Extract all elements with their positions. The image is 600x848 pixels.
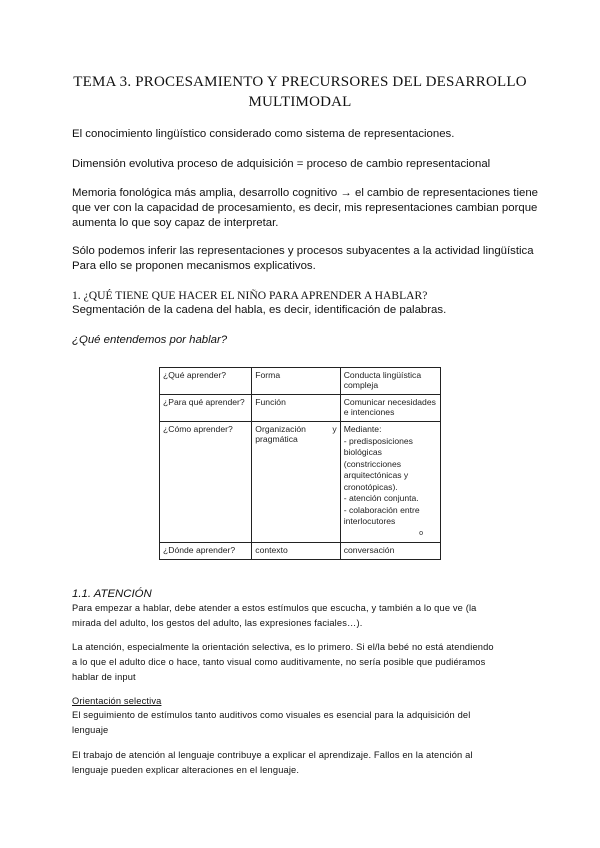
paragraph-3 xyxy=(72,186,542,231)
table-row xyxy=(160,395,441,422)
table-row xyxy=(160,543,441,560)
cell-line: - colaboración entre xyxy=(343,504,420,515)
section-1-heading: 1. ¿QUÉ TIENE QUE HACER EL NIÑO PARA APRENDER A HABLAR? xyxy=(72,289,428,302)
section-1-text: Segmentación de la cadena del habla, es decir, identificación de palabras. xyxy=(72,304,447,316)
title-line-1: TEMA 3. PROCESAMIENTO Y PRECURSORES DEL DESARROLLO xyxy=(73,74,527,90)
paragraph-2: Dimensión evolutiva proceso de adquisición = proceso de cambio representacional xyxy=(72,158,491,170)
cell-line: Mediante: xyxy=(343,424,382,434)
table-cell: Comunicar necesidades e intenciones xyxy=(340,395,440,422)
orientacion-heading: Orientación selectiva xyxy=(72,696,162,706)
paragraph-3-line-2: que ver con la capacidad de procesamiento, es decir, mis representaciones cambian porque xyxy=(72,202,538,214)
cell-line: biológicas xyxy=(343,447,382,457)
table-row xyxy=(160,368,441,395)
table-row xyxy=(160,422,441,543)
text-line: a lo que el adulto dice o hace, tanto visual como auditivamente, no sería posible que pudiéramos xyxy=(72,657,486,667)
text-line: El trabajo de atención al lenguaje contribuye a explicar el aprendizaje. Fallos en la atención al xyxy=(72,750,473,760)
cell-line: o xyxy=(419,529,423,537)
cell-line: arquitectónicas y xyxy=(343,470,409,480)
section-1-1-paragraph-3 xyxy=(72,708,542,738)
cell-line: - atención conjunta. xyxy=(343,493,419,503)
table-cell: ¿Qué aprender? xyxy=(160,368,252,395)
hablar-table xyxy=(159,367,441,560)
cell-text: y xyxy=(332,424,337,434)
title-line-2: MULTIMODAL xyxy=(248,94,352,110)
paragraph-4-line-1: Sólo podemos inferir las representaciones y procesos subyacentes a la actividad lingüística xyxy=(72,245,534,257)
table-cell: conversación xyxy=(340,543,440,560)
table-cell: ¿Para qué aprender? xyxy=(160,395,252,422)
page-title xyxy=(60,72,540,112)
text-line: Para empezar a hablar, debe atender a estos estímulos que escucha, y también a lo que ve (la xyxy=(72,603,477,613)
cell-line: - predisposiciones xyxy=(343,435,413,446)
paragraph-3-line-1: Memoria fonológica más amplia, desarrollo cognitivo → el cambio de representaciones tiene xyxy=(72,187,538,199)
table-cell: contexto xyxy=(252,543,340,560)
text-line: El seguimiento de estímulos tanto auditivos como visuales es esencial para la adquisición del xyxy=(72,710,471,720)
paragraph-4 xyxy=(72,244,542,274)
subheading-hablar: ¿Qué entendemos por hablar? xyxy=(72,334,228,346)
cell-text: Organización xyxy=(255,424,306,434)
paragraph-3-line-3: aumenta lo que soy capaz de interpretar. xyxy=(72,217,279,229)
section-1-1-paragraph-1 xyxy=(72,601,542,631)
cell-text: pragmática xyxy=(255,434,298,444)
table-cell xyxy=(340,422,440,543)
table-cell: Función xyxy=(252,395,340,422)
paragraph-1: El conocimiento lingüístico considerado como sistema de representaciones. xyxy=(72,128,455,140)
text-line: mirada del adulto, los gestos del adulto, las expresiones faciales…). xyxy=(72,618,363,628)
text-line: lenguaje pueden explicar alteraciones en el lenguaje. xyxy=(72,765,300,775)
cell-line: cronotópicas). xyxy=(343,481,398,492)
cell-line: (constricciones xyxy=(343,458,402,469)
text-line: lenguaje xyxy=(72,725,109,735)
table-cell: ¿Dónde aprender? xyxy=(160,543,252,560)
section-1-1-heading: 1.1. ATENCIÓN xyxy=(72,588,152,600)
text-line: La atención, especialmente la orientación selectiva, es lo primero. Si el/la bebé no está atendiendo xyxy=(72,642,494,652)
table-cell: Conducta lingüística compleja xyxy=(340,368,440,395)
paragraph-4-line-2: Para ello se proponen mecanismos explicativos. xyxy=(72,260,316,272)
section-1-1-paragraph-4 xyxy=(72,748,542,778)
text-line: hablar de input xyxy=(72,672,136,682)
table-cell: Forma xyxy=(252,368,340,395)
cell-line: interlocutores xyxy=(343,516,396,526)
table-cell xyxy=(252,422,340,543)
table-cell: ¿Cómo aprender? xyxy=(160,422,252,543)
section-1-1-paragraph-2 xyxy=(72,640,542,685)
